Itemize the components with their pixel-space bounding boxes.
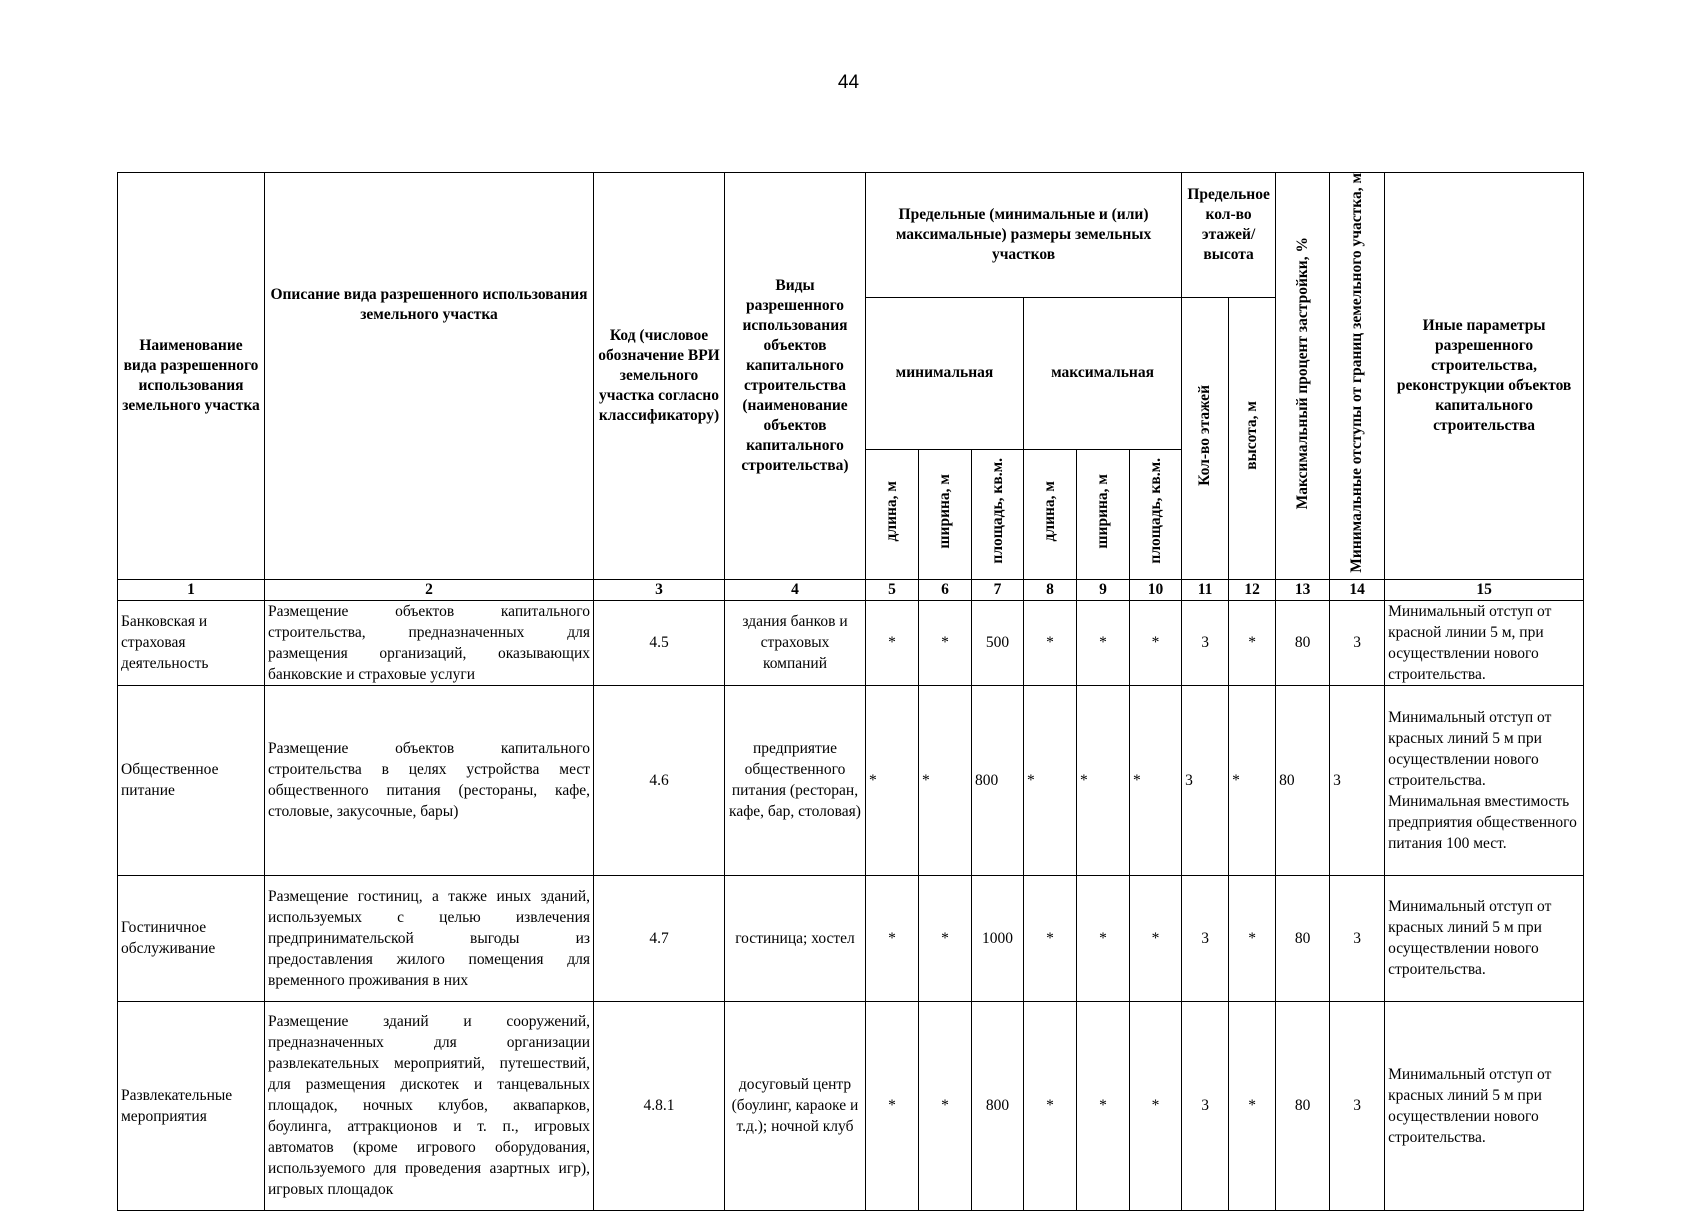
- height-cell: *: [1229, 685, 1276, 875]
- column-number: 4: [725, 579, 866, 600]
- header-min-width: [919, 449, 972, 579]
- header-floors-text: Кол-во этажей: [1196, 384, 1214, 486]
- use-name-cell: Общественное питание: [118, 685, 265, 875]
- max-area-cell: *: [1130, 600, 1182, 685]
- column-number: 9: [1077, 579, 1130, 600]
- max-percent-cell: 80: [1276, 600, 1330, 685]
- height-cell: *: [1229, 600, 1276, 685]
- floors-cell: 3: [1182, 600, 1229, 685]
- header-min-length: [866, 449, 919, 579]
- zoning-regulations-table: [117, 172, 1584, 1211]
- max-area-cell: *: [1130, 875, 1182, 1001]
- header-max-build-percent: [1276, 173, 1330, 580]
- objects-cell: досуговый центр (боулинг, караоке и т.д.); ночной клуб: [725, 1001, 866, 1210]
- max-percent-cell: 80: [1276, 685, 1330, 875]
- other-params-cell: Минимальный отступ от красных линий 5 м при осуществлении нового строительства.: [1385, 875, 1584, 1001]
- max-width-cell: *: [1077, 600, 1130, 685]
- use-code-cell: 4.8.1: [594, 1001, 725, 1210]
- header-max-area-text: площадь, кв.м.: [1146, 458, 1164, 565]
- min-area-cell: 800: [972, 1001, 1024, 1210]
- header-min-area: [972, 449, 1024, 579]
- header-plot-size-limits: Предельные (минимальные и (или) максимальные) размеры земельных участков: [866, 173, 1182, 298]
- use-description-cell: Размещение гостиниц, а также иных зданий, используемых с целью извлечения предпринимательской выгоды из предоставления жилого помещения для временного проживания в них: [265, 875, 594, 1001]
- header-maximum: максимальная: [1024, 298, 1182, 450]
- objects-cell: предприятие общественного питания (ресторан, кафе, бар, столовая): [725, 685, 866, 875]
- other-params-cell: Минимальный отступ от красных линий 5 м при осуществлении нового строительства. Минимальная вместимость предприятия общественного питания 100 мест.: [1385, 685, 1584, 875]
- header-code: Код (числовое обозначение ВРИ земельного участка согласно классификатору): [594, 173, 725, 580]
- column-number: 8: [1024, 579, 1077, 600]
- header-height-text: высота, м: [1243, 400, 1261, 470]
- column-number: 11: [1182, 579, 1229, 600]
- min-area-cell: 800: [972, 685, 1024, 875]
- floors-cell: 3: [1182, 875, 1229, 1001]
- max-percent-cell: 80: [1276, 1001, 1330, 1210]
- floors-cell: 3: [1182, 1001, 1229, 1210]
- use-description-cell: Размещение объектов капитального строительства в целях устройства мест общественного питания (рестораны, кафе, столовые, закусочные, бары): [265, 685, 594, 875]
- column-number: 13: [1276, 579, 1330, 600]
- header-max-width: [1077, 449, 1130, 579]
- min-setback-cell: 3: [1330, 685, 1385, 875]
- header-height: [1229, 298, 1276, 580]
- min-setback-cell: 3: [1330, 1001, 1385, 1210]
- min-width-cell: *: [919, 685, 972, 875]
- min-area-cell: 1000: [972, 875, 1024, 1001]
- header-objects: Виды разрешенного использования объектов капитального строительства (наименование объектов капитального строительства): [725, 173, 866, 580]
- use-code-cell: 4.7: [594, 875, 725, 1001]
- table-row: [118, 1001, 1584, 1210]
- header-floors: [1182, 298, 1229, 580]
- header-min-width-text: ширина, м: [936, 473, 953, 549]
- min-width-cell: *: [919, 600, 972, 685]
- min-length-cell: *: [866, 600, 919, 685]
- max-area-cell: *: [1130, 1001, 1182, 1210]
- min-setback-cell: 3: [1330, 600, 1385, 685]
- header-max-area: [1130, 449, 1182, 579]
- column-number: 6: [919, 579, 972, 600]
- header-name: Наименование вида разрешенного использования земельного участка: [118, 173, 265, 580]
- header-min-setback-text: Минимальные отступы от границ земельного участка, м: [1348, 173, 1366, 573]
- max-width-cell: *: [1077, 875, 1130, 1001]
- min-length-cell: *: [866, 875, 919, 1001]
- header-max-length-text: длина, м: [1041, 481, 1058, 542]
- table-row: [118, 875, 1584, 1001]
- header-max-length: [1024, 449, 1077, 579]
- column-number: 14: [1330, 579, 1385, 600]
- table-row: [118, 685, 1584, 875]
- height-cell: *: [1229, 1001, 1276, 1210]
- header-min-setback: [1330, 173, 1385, 580]
- use-name-cell: Развлекательные мероприятия: [118, 1001, 265, 1210]
- use-name-cell: Гостиничное обслуживание: [118, 875, 265, 1001]
- min-width-cell: *: [919, 875, 972, 1001]
- use-name-cell: Банковская и страховая деятельность: [118, 600, 265, 685]
- height-cell: *: [1229, 875, 1276, 1001]
- header-max-width-text: ширина, м: [1094, 473, 1111, 549]
- column-number: 15: [1385, 579, 1584, 600]
- header-other-params: Иные параметры разрешенного строительства, реконструкции объектов капитального строительства: [1385, 173, 1584, 580]
- page-number: 44: [837, 72, 860, 93]
- column-numbers-row: [118, 579, 1584, 600]
- max-length-cell: *: [1024, 685, 1077, 875]
- column-number: 10: [1130, 579, 1182, 600]
- floors-cell: 3: [1182, 685, 1229, 875]
- max-length-cell: *: [1024, 1001, 1077, 1210]
- use-description-cell: Размещение зданий и сооружений, предназначенных для организации развлекательных мероприятий, путешествий, для размещения дискотек и танцевальных площадок, ночных клубов, аквапарков, боулинга, аттракционов и т. п., игровых автоматов (кроме игрового оборудования, используемого для проведения азартных игр), игровых площадок: [265, 1001, 594, 1210]
- header-floors-height-limit: Предельное кол-во этажей/ высота: [1182, 173, 1276, 298]
- use-code-cell: 4.5: [594, 600, 725, 685]
- max-length-cell: *: [1024, 875, 1077, 1001]
- other-params-cell: Минимальный отступ от красных линий 5 м при осуществлении нового строительства.: [1385, 1001, 1584, 1210]
- header-minimum: минимальная: [866, 298, 1024, 450]
- max-area-cell: *: [1130, 685, 1182, 875]
- column-number: 1: [118, 579, 265, 600]
- max-width-cell: *: [1077, 1001, 1130, 1210]
- min-length-cell: *: [866, 1001, 919, 1210]
- objects-cell: здания банков и страховых компаний: [725, 600, 866, 685]
- objects-cell: гостиница; хостел: [725, 875, 866, 1001]
- column-number: 3: [594, 579, 725, 600]
- header-min-area-text: площадь, кв.м.: [988, 458, 1006, 565]
- min-setback-cell: 3: [1330, 875, 1385, 1001]
- other-params-cell: Минимальный отступ от красной линии 5 м, при осуществлении нового строительства.: [1385, 600, 1584, 685]
- header-min-length-text: длина, м: [883, 481, 900, 542]
- column-number: 12: [1229, 579, 1276, 600]
- max-length-cell: *: [1024, 600, 1077, 685]
- header-max-build-percent-text: Максимальный процент застройки, %: [1293, 236, 1311, 510]
- column-number: 2: [265, 579, 594, 600]
- max-width-cell: *: [1077, 685, 1130, 875]
- min-width-cell: *: [919, 1001, 972, 1210]
- column-number: 5: [866, 579, 919, 600]
- use-code-cell: 4.6: [594, 685, 725, 875]
- column-number: 7: [972, 579, 1024, 600]
- min-length-cell: *: [866, 685, 919, 875]
- use-description-cell: Размещение объектов капитального строительства, предназначенных для размещения организаций, оказывающих банковские и страховые услуги: [265, 600, 594, 685]
- header-description: Описание вида разрешенного использования земельного участка: [265, 173, 594, 580]
- table-row: [118, 600, 1584, 685]
- max-percent-cell: 80: [1276, 875, 1330, 1001]
- min-area-cell: 500: [972, 600, 1024, 685]
